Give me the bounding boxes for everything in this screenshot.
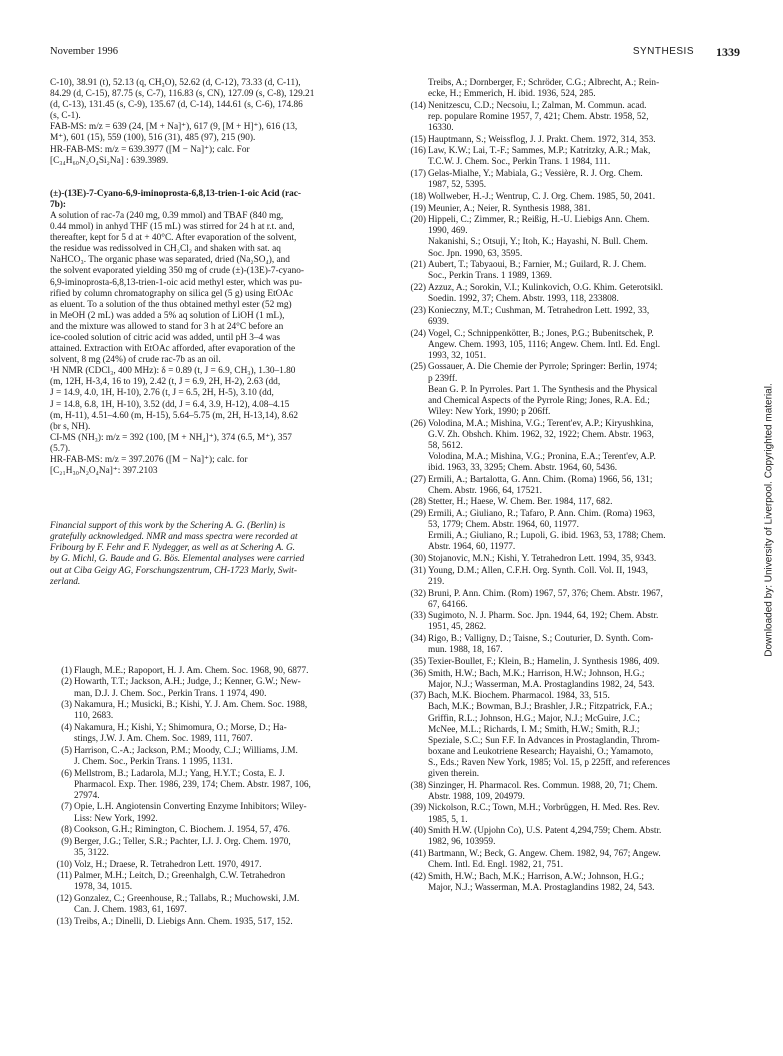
text-line: as eluent. To a solution of the thus obtained methyl ester (52 mg) bbox=[50, 299, 292, 310]
reference-text bbox=[74, 825, 376, 836]
download-watermark bbox=[762, 340, 776, 700]
reference-line: 219. bbox=[428, 576, 445, 587]
text-line: 84.29 (d, C-15), 87.75 (s, C-7), 116.83 (s, CN), 127.09 (s, C-8), 129.21 bbox=[50, 89, 315, 100]
reference-entry bbox=[404, 554, 740, 565]
text-line: J = 14.8, 6.8, 1H, H-10), 3.52 (dd, J = 6.4, 3.9, H-12), 4.08–4.15 bbox=[50, 399, 290, 410]
reference-text bbox=[74, 746, 376, 768]
reference-line: Volodina, M.A.; Mishina, V.G.; Pronina, E.A.; Terent'ev, A.P. bbox=[428, 451, 656, 462]
page-header bbox=[50, 46, 740, 62]
text-line: rified by column chromatography on silica gel (5 g) using EtOAc bbox=[50, 288, 294, 299]
text-line: (br s, NH). bbox=[50, 421, 91, 432]
download-watermark-text: Downloaded by: University of Liverpool. Copyrighted material. bbox=[763, 383, 775, 657]
text-line: zerland. bbox=[50, 576, 81, 587]
reference-number: (38) bbox=[410, 780, 426, 791]
reference-line: Pharmacol. Exp. Ther. 1986, 239, 174; Chem. Abstr. 1987, 106, bbox=[74, 779, 311, 790]
text-line: HR-FAB-MS: m/z = 397.2076 ([M − Na]⁺); calc. for bbox=[50, 455, 248, 465]
reference-line: rep. populare Romine 1957, 7, 421; Chem. Abstr. 1958, 52, bbox=[428, 111, 649, 122]
reference-line: 1978, 34, 1015. bbox=[74, 882, 133, 893]
reference-line: Opie, L.H. Angiotensin Converting Enzyme Inhibitors; Wiley- bbox=[74, 802, 307, 813]
reference-number: (20) bbox=[410, 215, 426, 226]
text-line: [C₃₄H₆₀N₂O₄Si₂Na] : 639.3989. bbox=[50, 155, 169, 166]
reference-line: S., Eds.; Raven New York, 1985; Vol. 15, p 225ff, and references bbox=[428, 757, 670, 768]
reference-number: (30) bbox=[410, 554, 426, 565]
reference-line: Volodina, M.A.; Mishina, V.G.; Terent'ev, A.P.; Kiryushkina, bbox=[428, 418, 654, 429]
reference-entry bbox=[50, 700, 376, 722]
page-number: 1339 bbox=[716, 45, 740, 59]
reference-number: (2) bbox=[61, 677, 72, 688]
compound-title bbox=[50, 189, 376, 211]
reference-number: (15) bbox=[410, 134, 426, 145]
text-line: 6,9-iminoprosta-6,8,13-trien-1-oic acid methyl ester, which was pu- bbox=[50, 277, 303, 288]
reference-entry bbox=[404, 78, 740, 100]
reference-entry bbox=[404, 566, 740, 588]
reference-text bbox=[428, 101, 740, 134]
reference-line: 1990, 469. bbox=[428, 226, 468, 237]
hr-fab-ms-block-2 bbox=[50, 455, 376, 477]
text-line: attained. Extraction with EtOAc afforded, after evaporation of the bbox=[50, 344, 296, 355]
reference-line: Soc., Perkin Trans. 1 1989, 1369. bbox=[428, 271, 552, 282]
reference-line: T.C.W. J. Chem. Soc., Perkin Trans. 1 1984, 111. bbox=[428, 157, 611, 168]
reference-line: Sugimoto, N. J. Pharm. Soc. Jpn. 1944, 64, 192; Chem. Abstr. bbox=[428, 611, 659, 622]
c13-data-block bbox=[50, 78, 376, 122]
reference-entry bbox=[404, 215, 740, 259]
reference-line: Young, D.M.; Allen, C.F.H. Org. Synth. Coll. Vol. II, 1943, bbox=[428, 565, 648, 576]
reference-line: Vogel, C.; Schnippenkötter, B.; Jones, P.G.; Bubenitschek, P. bbox=[428, 328, 654, 339]
reference-entry bbox=[50, 677, 376, 699]
reference-line: Soedin. 1992, 37; Chem. Abstr. 1993, 118, 233808. bbox=[428, 294, 619, 305]
reference-number: (3) bbox=[61, 700, 72, 711]
reference-line: Smith, H.W.; Bach, M.K.; Harrison, A.W.; Johnson, H.G.; bbox=[428, 871, 644, 882]
reference-entry bbox=[50, 666, 376, 677]
ci-ms-block bbox=[50, 433, 376, 455]
reference-text bbox=[428, 669, 740, 691]
reference-line: Smith, H.W.; Bach, M.K.; Harrison, H.W.; Johnson, H.G.; bbox=[428, 668, 645, 679]
reference-line: 16330. bbox=[428, 122, 454, 133]
reference-line: Bartmann, W.; Beck, G. Angew. Chem. 1982, 94, 767; Angew. bbox=[428, 849, 661, 859]
text-line: 7b): bbox=[50, 199, 67, 210]
reference-entry bbox=[50, 746, 376, 768]
reference-entry bbox=[404, 260, 740, 282]
reference-line: Angew. Chem. 1993, 105, 1116; Angew. Chem. Intl. Ed. Engl. bbox=[428, 339, 661, 350]
journal-name: SYNTHESIS bbox=[632, 46, 694, 57]
text-line: (m, 12H, H-3,4, 16 to 19), 2.42 (t, J = 6.9, 2H, H-2), 2.63 (dd, bbox=[50, 377, 281, 388]
reference-entry bbox=[404, 146, 740, 168]
text-line: (d, C-13), 131.45 (s, C-9), 135.67 (d, C-14), 144.61 (s, C-6), 174.86 bbox=[50, 100, 303, 111]
reference-text bbox=[74, 871, 376, 893]
reference-line: Texier-Boullet, F.; Klein, B.; Hamelin, J. Synthesis 1986, 409. bbox=[428, 656, 660, 667]
reference-line: 110, 2683. bbox=[74, 711, 114, 722]
reference-line: Nakamura, H.; Musicki, B.; Kishi, Y. J. Am. Chem. Soc. 1988, bbox=[74, 700, 308, 711]
reference-entry bbox=[404, 419, 740, 474]
reference-text bbox=[428, 419, 740, 474]
reference-number: (36) bbox=[410, 668, 426, 679]
issue-date: November 1996 bbox=[50, 46, 118, 57]
reference-line: boxane and Leukotriene Research; Hayaishi, O.; Yamamoto, bbox=[428, 746, 654, 757]
reference-text bbox=[428, 589, 740, 611]
reference-entry bbox=[404, 204, 740, 215]
reference-line: Palmer, M.H.; Leitch, D.; Greenhalgh, C.W. Tetrahedron bbox=[74, 871, 286, 882]
reference-list-right bbox=[404, 78, 740, 894]
text-line: solvent, 8 mg (24%) of crude rac-7b as an oil. bbox=[50, 355, 221, 366]
reference-line: Abstr. 1988, 109, 204979. bbox=[428, 791, 525, 802]
reference-line: ecke, H.; Emmerich, H. ibid. 1936, 524, 285. bbox=[428, 89, 596, 100]
reference-entry bbox=[50, 802, 376, 824]
reference-entry bbox=[404, 169, 740, 191]
text-line: (s, C-1). bbox=[50, 111, 81, 122]
reference-line: G.V. Zh. Obshch. Khim. 1962, 32, 1922; Chem. Abstr. 1963, bbox=[428, 429, 654, 440]
reference-text bbox=[428, 611, 740, 633]
text-line: J = 14.9, 4.0, 1H, H-10), 2.76 (t, J = 6.5, 2H, H-5), 3.10 (dd, bbox=[50, 388, 274, 399]
reference-number: (18) bbox=[410, 191, 426, 202]
reference-line: Wollweber, H.-J.; Wentrup, C. J. Org. Chem. 1985, 50, 2041. bbox=[428, 191, 656, 202]
reference-entry bbox=[404, 872, 740, 894]
reference-entry bbox=[404, 497, 740, 508]
reference-line: Wiley: New York, 1990; p 206ff. bbox=[428, 406, 551, 417]
reference-text bbox=[428, 204, 740, 215]
reference-line: p 239ff. bbox=[428, 373, 458, 384]
reference-number: (41) bbox=[410, 849, 426, 859]
reference-number: (12) bbox=[56, 894, 72, 905]
reference-line: Volz, H.; Draese, R. Tetrahedron Lett. 1970, 4917. bbox=[74, 859, 262, 870]
reference-number: (4) bbox=[61, 723, 72, 733]
reference-line: 1982, 96, 103959. bbox=[428, 837, 496, 848]
reference-line: 1993, 32, 1051. bbox=[428, 350, 487, 361]
reference-number: (27) bbox=[410, 474, 426, 485]
reference-number: (10) bbox=[56, 859, 72, 870]
reference-line: Major, N.J.; Wasserman, M.A. Prostaglandins 1982, 24, 543. bbox=[428, 882, 655, 893]
reference-line: Bruni, P. Ann. Chim. (Rom) 1967, 57, 376; Chem. Abstr. 1967, bbox=[428, 588, 663, 599]
reference-number: (7) bbox=[61, 802, 72, 813]
reference-entry bbox=[50, 871, 376, 893]
reference-list-left bbox=[50, 666, 376, 928]
right-column bbox=[404, 78, 740, 895]
reference-text bbox=[428, 283, 740, 305]
reference-number: (29) bbox=[410, 509, 426, 520]
text-line: the residue was redissolved in CH₂Cl₂ and shaken with sat. aq bbox=[50, 244, 281, 255]
reference-number: (24) bbox=[410, 328, 426, 339]
reference-line: Nakamura, H.; Kishi, Y.; Shimomura, O.; Morse, D.; Ha- bbox=[74, 723, 287, 733]
reference-text bbox=[428, 192, 740, 203]
reference-line: Law, K.W.; Lai, T.-F.; Sammes, M.P.; Katritzky, A.R.; Mak, bbox=[428, 146, 651, 157]
reference-number: (5) bbox=[61, 745, 72, 756]
reference-number: (23) bbox=[410, 305, 426, 316]
reference-line: stings, J.W. J. Am. Chem. Soc. 1989, 111, 7607. bbox=[74, 734, 253, 745]
reference-entry bbox=[404, 781, 740, 803]
reference-text bbox=[74, 837, 376, 859]
reference-entry bbox=[50, 860, 376, 871]
reference-number: (35) bbox=[410, 656, 426, 667]
reference-entry bbox=[404, 283, 740, 305]
reference-entry bbox=[50, 769, 376, 802]
reference-line: 1987, 52, 5395. bbox=[428, 180, 487, 191]
reference-number: (34) bbox=[410, 634, 426, 645]
nmr-block bbox=[50, 366, 376, 433]
reference-line: Treibs, A.; Dinelli, D. Liebigs Ann. Chem. 1935, 517, 152. bbox=[74, 916, 293, 927]
reference-line: Major, N.J.; Wasserman, M.A. Prostaglandins 1982, 24, 543. bbox=[428, 679, 655, 690]
reference-number: (26) bbox=[410, 418, 426, 429]
reference-line: Treibs, A.; Dornberger, F.; Schröder, C.G.; Albrecht, A.; Rein- bbox=[428, 78, 660, 88]
reference-line: Nakanishi, S.; Otsuji, Y.; Itoh, K.; Hayashi, N. Bull. Chem. bbox=[428, 237, 648, 248]
reference-line: Gelas-Mialhe, Y.; Mabiala, G.; Vessière, R. J. Org. Chem. bbox=[428, 169, 643, 180]
reference-entry bbox=[404, 306, 740, 328]
reference-text bbox=[428, 826, 740, 848]
reference-line: J. Chem. Soc., Perkin Trans. 1 1995, 1131. bbox=[74, 756, 233, 767]
reference-entry bbox=[404, 329, 740, 362]
reference-line: 58, 5612. bbox=[428, 440, 463, 451]
reference-number: (11) bbox=[56, 871, 72, 882]
reference-line: 27974. bbox=[74, 790, 100, 801]
reference-text bbox=[428, 329, 740, 362]
text-line: NaHCO₃. The organic phase was separated, dried (Na₂SO₄), and bbox=[50, 255, 290, 266]
reference-text bbox=[428, 657, 740, 668]
text-line: CI-MS (NH₃): m/z = 392 (100, [M + NH₄]⁺), 374 (6.5, M⁺), 357 bbox=[50, 432, 292, 443]
reference-line: Stojanovic, M.N.; Kishi, Y. Tetrahedron Lett. 1994, 35, 9343. bbox=[428, 554, 657, 565]
reference-number: (16) bbox=[410, 146, 426, 157]
reference-line: Mellstrom, B.; Ladarola, M.J.; Yang, H.Y.T.; Costa, E. J. bbox=[74, 768, 285, 779]
reference-entry bbox=[404, 362, 740, 417]
reference-line: Bach, M.K.; Bowman, B.J.; Brashler, J.R.; Fitzpatrick, F.A.; bbox=[428, 702, 653, 713]
reference-number: (14) bbox=[410, 100, 426, 111]
reference-line: Flaugh, M.E.; Rapoport, H. J. Am. Chem. Soc. 1968, 90, 6877. bbox=[74, 665, 309, 676]
reference-line: Bach, M.K. Biochem. Pharmacol. 1984, 33, 515. bbox=[428, 691, 610, 702]
reference-line: Liss: New York, 1992. bbox=[74, 813, 158, 824]
reference-text bbox=[428, 362, 740, 417]
text-line: ¹H NMR (CDCl₃, 400 MHz): δ = 0.89 (t, J = 6.9, CH₃), 1.30–1.80 bbox=[50, 366, 296, 377]
reference-entry bbox=[404, 475, 740, 497]
reference-line: Nickolson, R.C.; Town, M.H.; Vorbrüggen, H. Med. Res. Rev. bbox=[428, 803, 660, 814]
reference-line: Cookson, G.H.; Rimington, C. Biochem. J. 1954, 57, 476. bbox=[74, 825, 290, 836]
reference-line: Rigo, B.; Valligny, D.; Taisne, S.; Couturier, D. Synth. Com- bbox=[428, 634, 654, 645]
reference-text bbox=[74, 802, 376, 824]
reference-number: (6) bbox=[61, 768, 72, 779]
reference-entry bbox=[404, 826, 740, 848]
reference-text bbox=[428, 169, 740, 191]
reference-entry bbox=[404, 657, 740, 668]
reference-line: Azzuz, A.; Sorokin, V.I.; Kulinkovich, O.G. Khim. Geterotsikl. bbox=[428, 283, 663, 294]
text-line: out at Ciba Geigy AG, Forschungszentrum, CH-1723 Marly, Swit- bbox=[50, 565, 297, 576]
reference-text bbox=[428, 509, 740, 553]
text-line: thereafter, kept for 5 d at + 40°C. After evaporation of the solvent, bbox=[50, 233, 297, 244]
reference-number: (42) bbox=[410, 871, 426, 882]
reference-number: (9) bbox=[61, 836, 72, 847]
reference-entry bbox=[404, 634, 740, 656]
reference-text bbox=[74, 666, 376, 677]
reference-number: (39) bbox=[410, 803, 426, 814]
reference-line: Konieczny, M.T.; Cushman, M. Tetrahedron Lett. 1992, 33, bbox=[428, 305, 650, 316]
reference-text bbox=[428, 634, 740, 656]
reference-text bbox=[74, 860, 376, 871]
reference-entry bbox=[404, 803, 740, 825]
reference-number: (13) bbox=[56, 916, 72, 927]
reference-line: Harrison, C.-A.; Jackson, P.M.; Moody, C.J.; Williams, J.M. bbox=[74, 745, 298, 756]
reference-line: Sinzinger, H. Pharmacol. Res. Commun. 1988, 20, 71; Chem. bbox=[428, 780, 658, 791]
reference-number: (37) bbox=[410, 691, 426, 702]
reference-text bbox=[428, 803, 740, 825]
reference-line: Abstr. 1964, 60, 11977. bbox=[428, 542, 516, 553]
reference-entry bbox=[50, 917, 376, 928]
text-line: and the mixture was allowed to stand for 3 h at 24°C before an bbox=[50, 321, 284, 332]
text-line: C-10), 38.91 (t), 52.13 (q, CH₃O), 52.62 (d, C-12), 73.33 (d, C-11), bbox=[50, 78, 301, 88]
reference-text bbox=[428, 146, 740, 168]
reference-text bbox=[428, 475, 740, 497]
reference-line: Soc. Jpn. 1990, 63, 3595. bbox=[428, 248, 523, 259]
reference-entry bbox=[404, 135, 740, 146]
reference-line: Chem. Intl. Ed. Engl. 1982, 21, 751. bbox=[428, 860, 564, 871]
reference-line: Bean G. P. In Pyrroles. Part 1. The Synthesis and the Physical bbox=[428, 384, 658, 395]
hr-fab-ms-block-1 bbox=[50, 145, 376, 167]
reference-number: (22) bbox=[410, 283, 426, 294]
reference-text bbox=[428, 691, 740, 780]
reference-line: 53, 1779; Chem. Abstr. 1964, 60, 11977. bbox=[428, 520, 579, 531]
reference-text bbox=[428, 306, 740, 328]
reference-number: (28) bbox=[410, 497, 426, 508]
reference-entry bbox=[50, 894, 376, 916]
reference-text bbox=[74, 700, 376, 722]
reference-number: (40) bbox=[410, 826, 426, 837]
reference-line: Smith H.W. (Upjohn Co), U.S. Patent 4,294,759; Chem. Abstr. bbox=[428, 826, 662, 837]
procedure-paragraph bbox=[50, 211, 376, 366]
reference-line: 67, 64166. bbox=[428, 599, 468, 610]
text-line: (5.7). bbox=[50, 443, 71, 454]
text-line: M⁺), 601 (15), 559 (100), 516 (31), 485 (97), 215 (90). bbox=[50, 133, 256, 144]
reference-line: Speziale, S.C.; Sun F.F. In Advances in Prostaglandin, Throm- bbox=[428, 735, 660, 746]
reference-line: given therein. bbox=[428, 768, 480, 779]
reference-text bbox=[428, 849, 740, 871]
reference-number: (25) bbox=[410, 362, 426, 373]
reference-line: Gonzalez, C.; Greenhouse, R.; Tallabs, R.; Muchowski, J.M. bbox=[74, 894, 300, 905]
reference-number: (21) bbox=[410, 260, 426, 271]
reference-entry bbox=[404, 589, 740, 611]
reference-line: Hippeli, C.; Zimmer, R.; Reißig, H.-U. Liebigs Ann. Chem. bbox=[428, 215, 650, 226]
fab-ms-block bbox=[50, 122, 376, 144]
reference-number: (32) bbox=[410, 588, 426, 599]
text-line: (m, H-11), 4.51–4.60 (m, H-15), 5.64–5.75 (m, 2H, H-13,14), 8.62 bbox=[50, 410, 299, 421]
reference-number: (31) bbox=[410, 565, 426, 576]
reference-line: man, D.J. J. Chem. Soc., Perkin Trans. 1 1974, 490. bbox=[74, 688, 267, 699]
text-line: in MeOH (2 mL) was added a 5% aq solution of LiOH (1 mL), bbox=[50, 310, 285, 321]
reference-line: Ermili, A.; Giuliano, R.; Tafaro, P. Ann. Chim. (Roma) 1963, bbox=[428, 509, 655, 520]
acknowledgement bbox=[50, 521, 376, 588]
text-line: gratefully acknowledged. NMR and mass spectra were recorded at bbox=[50, 532, 298, 543]
reference-text bbox=[428, 781, 740, 803]
reference-line: Berger, J.G.; Teller, S.R.; Pachter, I.J. J. Org. Chem. 1970, bbox=[74, 836, 291, 847]
reference-number: (17) bbox=[410, 169, 426, 180]
reference-line: 1985, 5, 1. bbox=[428, 814, 468, 825]
reference-text bbox=[74, 677, 376, 699]
reference-line: Hauptmann, S.; Weissflog, J. J. Prakt. Chem. 1972, 314, 353. bbox=[428, 134, 656, 145]
reference-text bbox=[74, 917, 376, 928]
reference-number: (19) bbox=[410, 203, 426, 214]
reference-text bbox=[74, 894, 376, 916]
reference-line: Stetter, H.; Haese, W. Chem. Ber. 1984, 117, 682. bbox=[428, 497, 613, 508]
reference-line: Ermili, A.; Bartalotta, G. Ann. Chim. (Roma) 1966, 56, 131; bbox=[428, 474, 653, 485]
reference-text bbox=[428, 566, 740, 588]
text-line: ice-cooled solution of citric acid was added, until pH 3–4 was bbox=[50, 332, 281, 343]
reference-line: mun. 1988, 18, 167. bbox=[428, 645, 503, 656]
reference-entry bbox=[50, 837, 376, 859]
reference-text bbox=[428, 554, 740, 565]
reference-entry bbox=[50, 825, 376, 836]
text-line: FAB-MS: m/z = 639 (24, [M + Na]⁺), 617 (9, [M + H]⁺), 616 (13, bbox=[50, 122, 298, 133]
reference-line: Howarth, T.T.; Jackson, A.H.; Judge, J.; Kenner, G.W.; New- bbox=[74, 677, 301, 688]
reference-number: (33) bbox=[410, 611, 426, 622]
reference-line: Aubert, T.; Tabyaoui, B.; Farnier, M.; Guilard, R. J. Chem. bbox=[428, 260, 647, 271]
reference-entry bbox=[404, 669, 740, 691]
reference-entry bbox=[404, 509, 740, 553]
reference-number: (1) bbox=[61, 665, 72, 676]
text-line: [C₂₁H₃₀N₂O₄Na]⁺: 397.2103 bbox=[50, 466, 158, 477]
reference-number: (8) bbox=[61, 825, 72, 836]
reference-line: 35, 3122. bbox=[74, 848, 109, 858]
reference-line: 6939. bbox=[428, 316, 449, 327]
text-line: by G. Michl, G. Baude and G. Bös. Elemental analyses were carried bbox=[50, 554, 305, 565]
reference-line: Can. J. Chem. 1983, 61, 1697. bbox=[74, 905, 187, 916]
reference-line: Chem. Abstr. 1966, 64, 17521. bbox=[428, 485, 542, 496]
reference-line: 1951, 45, 2862. bbox=[428, 622, 487, 633]
reference-entry bbox=[404, 192, 740, 203]
reference-text bbox=[428, 135, 740, 146]
left-column bbox=[50, 78, 376, 929]
text-line: 0.44 mmol) in anhyd THF (15 mL) was stirred for 24 h at r.t. and, bbox=[50, 222, 295, 233]
reference-entry bbox=[50, 723, 376, 745]
text-line: Fribourg by F. Fehr and F. Nydegger, as well as at Schering A. G. bbox=[50, 543, 295, 554]
reference-line: Ermili, A.; Giuliano, R.; Lupoli, G. ibid. 1963, 53, 1788; Chem. bbox=[428, 531, 666, 542]
reference-text bbox=[428, 260, 740, 282]
reference-entry bbox=[404, 611, 740, 633]
reference-line: McNee, M.L.; Richards, I. M.; Smith, H.W.; Smith, R.J.; bbox=[428, 724, 640, 735]
text-line: the solvent evaporated yielding 350 mg of crude (±)-(13E)-7-cyano- bbox=[50, 266, 304, 277]
reference-line: ibid. 1963, 33, 3295; Chem. Abstr. 1964, 60, 5436. bbox=[428, 462, 618, 473]
reference-text bbox=[428, 78, 740, 100]
reference-text bbox=[74, 723, 376, 745]
reference-entry bbox=[404, 101, 740, 134]
text-line: HR-FAB-MS: m/z = 639.3977 ([M − Na]⁺); calc. For bbox=[50, 144, 250, 155]
reference-text bbox=[74, 769, 376, 802]
reference-line: Meunier, A.; Neier, R. Synthesis 1988, 381. bbox=[428, 203, 591, 214]
reference-entry bbox=[404, 849, 740, 871]
text-line: Financial support of this work by the Schering A. G. (Berlin) is bbox=[50, 521, 286, 532]
reference-line: Nenitzescu, C.D.; Necsoiu, I.; Zalman, M. Commun. acad. bbox=[428, 100, 647, 111]
reference-text bbox=[428, 215, 740, 259]
reference-text bbox=[428, 497, 740, 508]
text-line: (±)-(13E)-7-Cyano-6,9-iminoprosta-6,8,13-trien-1-oic Acid (rac- bbox=[50, 188, 301, 199]
reference-line: and Chemical Aspects of the Pyrrole Ring; Jones, R.A. Ed.; bbox=[428, 395, 650, 406]
text-line: A solution of rac-7a (240 mg, 0.39 mmol) and TBAF (840 mg, bbox=[50, 210, 284, 221]
reference-entry bbox=[404, 691, 740, 780]
reference-line: Gossauer, A. Die Chemie der Pyrrole; Springer: Berlin, 1974; bbox=[428, 362, 658, 373]
reference-text bbox=[428, 872, 740, 894]
reference-line: Griffin, R.L.; Johnson, H.G.; Major, N.J.; McGuire, J.C.; bbox=[428, 713, 640, 724]
